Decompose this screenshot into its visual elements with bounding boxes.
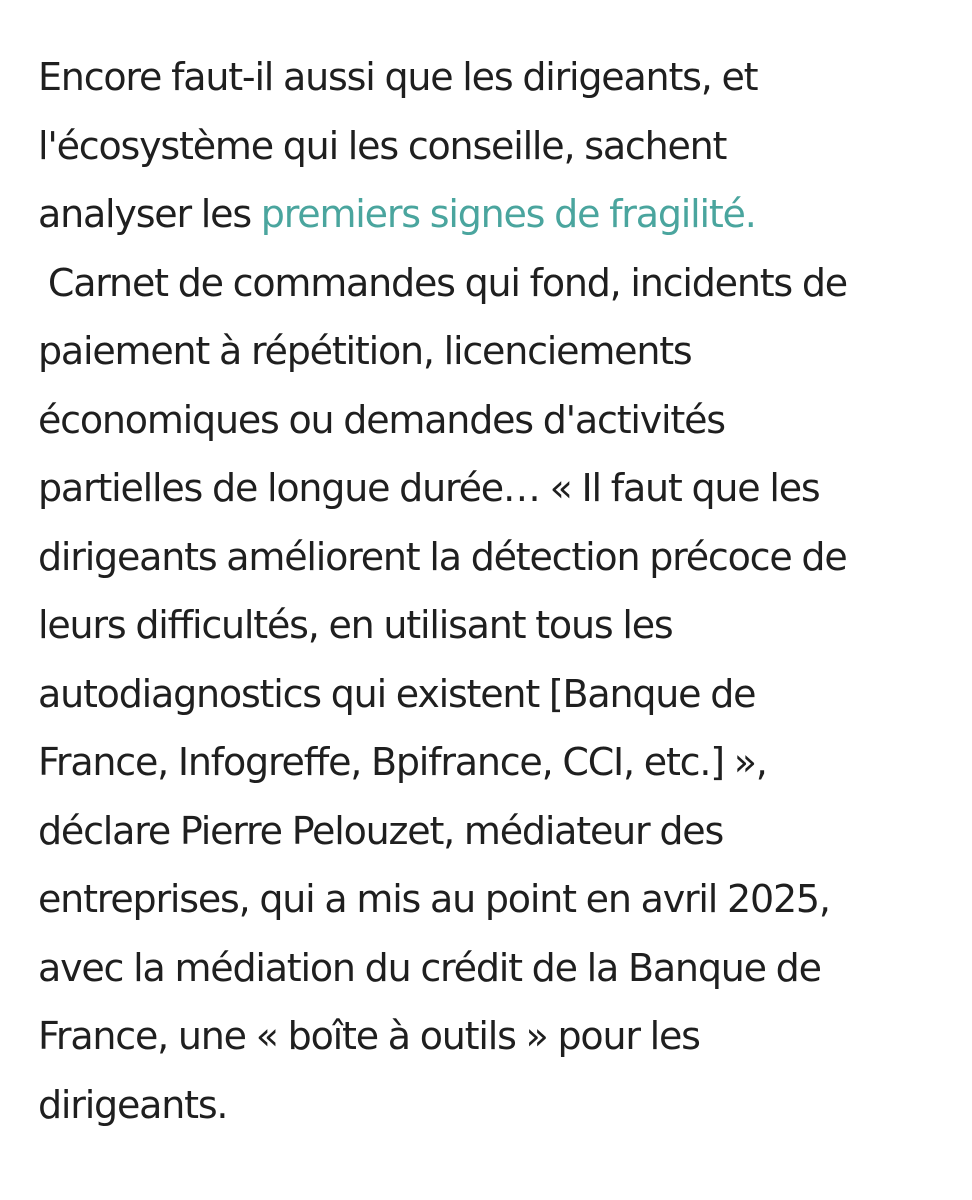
text-line: France, Infogreffe, Bpifrance, CCI, etc.] », xyxy=(38,740,767,784)
text-line-with-link xyxy=(38,180,938,249)
text-fragment: analyser les xyxy=(38,192,261,236)
text-line: paiement à répétition, licenciements xyxy=(38,329,692,373)
text-line: déclare Pierre Pelouzet, médiateur des xyxy=(38,808,724,853)
text-line: autodiagnostics qui existent [Banque de xyxy=(38,671,756,716)
text-line: Carnet de commandes qui fond, incidents de xyxy=(38,260,847,305)
fragility-signs-link[interactable]: premiers signes de fragilité. xyxy=(260,192,756,236)
text-line: partielles de longue durée… « Il faut que les xyxy=(38,466,820,510)
text-line: économiques ou demandes d'activités xyxy=(38,397,725,442)
text-line: leurs difficultés, en utilisant tous les xyxy=(38,603,673,647)
text-line: Encore faut-il aussi que les dirigeants, et xyxy=(38,55,758,99)
text-line: France, une « boîte à outils » pour les xyxy=(38,1014,700,1058)
text-line: avec la médiation du crédit de la Banque de xyxy=(38,945,821,990)
text-line: entreprises, qui a mis au point en avril 2025, xyxy=(38,877,830,921)
text-line: dirigeants. xyxy=(38,1082,228,1127)
text-line: dirigeants améliorent la détection précoce de xyxy=(38,534,847,579)
article-paragraph xyxy=(38,43,938,1139)
text-line: l'écosystème qui les conseille, sachent xyxy=(38,123,727,168)
